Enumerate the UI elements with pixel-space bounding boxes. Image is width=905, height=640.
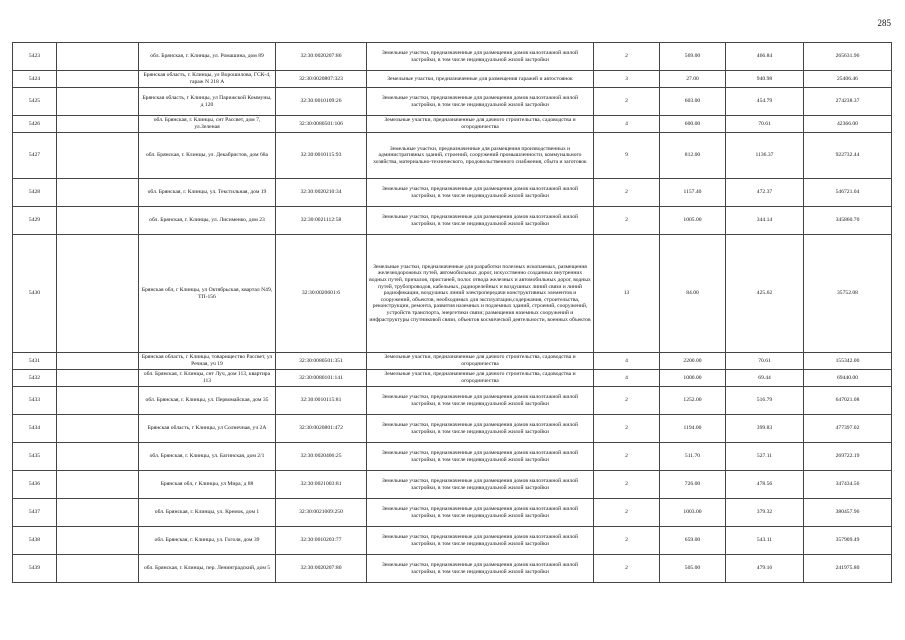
group-number-cell: 2	[594, 527, 660, 555]
area-cell: 505.00	[660, 555, 726, 583]
cadastral-number-cell: 32:30:0021112:58	[276, 207, 367, 235]
cadastral-number-cell: 32:30:0080501:106	[276, 116, 367, 133]
row-id-cell: 5432	[13, 370, 57, 387]
address-cell: обл. Брянская, г. Клинцы, ул. Гоголя, дом 39	[139, 527, 276, 555]
area-cell: 1005.00	[660, 207, 726, 235]
specific-value-cell: 379.32	[726, 499, 804, 527]
row-id-cell: 5439	[13, 555, 57, 583]
cadastral-value-cell: 265631.96	[804, 43, 892, 71]
land-use-cell: Земельные участки, предназначенные для дачного строительства, садоводства и огородничества	[367, 353, 594, 370]
row-id-cell: 5430	[13, 235, 57, 353]
address-cell: Брянская область, г Клинцы, товарищество Рассвет, ул Речная, уч 19	[139, 353, 276, 370]
area-cell: 27.00	[660, 71, 726, 88]
area-cell: 2200.00	[660, 353, 726, 370]
cadastral-value-cell: 35752.08	[804, 235, 892, 353]
address-cell: обл. Брянская, г. Клинцы, ул. Декабристов, дом 68а	[139, 133, 276, 179]
area-cell: 600.00	[660, 116, 726, 133]
land-use-cell: Земельные участки, предназначенные для размещения домов малоэтажной жилой застройки, в том числе индивидуальной жилой застройки	[367, 43, 594, 71]
cadastral-number-cell: 32:30:0020807:323	[276, 71, 367, 88]
land-use-cell: Земельные участки, предназначенные для разработки полезных ископаемых, размещения железнодорожных путей, автомобильных дорог, искусственно созданных внутренних водных путей, причалов, пристаней, полос отвода железных и автомобильных дорог, водных путей, трубопроводов, кабельных, радиорелейных и воздушных линий связи и линий радиофикации, воздушных линий электропередачи конструктивных элементов и сооружений, объектов, необходимых для эксплуатации,содержания, строительства, реконструкции, ремонта, развития наземных и подземных зданий, строений, сооружений, устройств транспорта, энергетики связи; размещения наземных сооружений и инфраструктуры спутниковой связи, объектов космической деятельности, военных объектов	[367, 235, 594, 353]
area-cell: 569.00	[660, 43, 726, 71]
table-row	[13, 133, 892, 179]
table-body	[13, 43, 892, 583]
group-number-cell: 4	[594, 116, 660, 133]
blank-cell	[57, 370, 139, 387]
row-id-cell: 5429	[13, 207, 57, 235]
cadastral-value-cell: 546721.04	[804, 179, 892, 207]
land-use-cell: Земельные участки, предназначенные для размещения домов малоэтажной жилой застройки, в том числе индивидуальной жилой застройки	[367, 88, 594, 116]
land-use-cell: Земельные участки, предназначенные для дачного строительства, садоводства и огородничества	[367, 370, 594, 387]
group-number-cell: 2	[594, 415, 660, 443]
specific-value-cell: 399.83	[726, 415, 804, 443]
cadastral-number-cell: 32:30:0020406:25	[276, 443, 367, 471]
specific-value-cell: 425.62	[726, 235, 804, 353]
blank-cell	[57, 555, 139, 583]
row-id-cell: 5427	[13, 133, 57, 179]
row-id-cell: 5428	[13, 179, 57, 207]
row-id-cell: 5431	[13, 353, 57, 370]
address-cell: обл. Брянская, г. Клинцы, ул. Багинская, дом 2/1	[139, 443, 276, 471]
land-use-cell: Земельные участки, предназначенные для размещения домов малоэтажной жилой застройки, в том числе индивидуальной жилой застройки	[367, 527, 594, 555]
group-number-cell: 2	[594, 499, 660, 527]
area-cell: 511.70	[660, 443, 726, 471]
cadastral-number-cell: 32:30:0020207:86	[276, 43, 367, 71]
cadastral-number-cell: 32:30:0020601:6	[276, 235, 367, 353]
row-id-cell: 5425	[13, 88, 57, 116]
table-row	[13, 443, 892, 471]
cadastral-value-cell: 380457.96	[804, 499, 892, 527]
blank-cell	[57, 415, 139, 443]
blank-cell	[57, 235, 139, 353]
specific-value-cell: 479.16	[726, 555, 804, 583]
area-cell: 659.00	[660, 527, 726, 555]
group-number-cell: 2	[594, 207, 660, 235]
land-use-cell: Земельные участки, предназначенные для размещения домов малоэтажной жилой застройки, в том числе индивидуальной жилой застройки	[367, 499, 594, 527]
specific-value-cell: 516.79	[726, 387, 804, 415]
cadastral-number-cell: 32:30:0080101:141	[276, 370, 367, 387]
table-row	[13, 71, 892, 88]
address-cell: Брянская область, г Клинцы, ул Парижской Коммуны, д 120	[139, 88, 276, 116]
table-row	[13, 370, 892, 387]
group-number-cell: 2	[594, 471, 660, 499]
group-number-cell: 13	[594, 235, 660, 353]
address-cell: обл. Брянская, г. Клинцы, ул. Ромашина, дом 89	[139, 43, 276, 71]
address-cell: обл. Брянская, г. Клинцы, ул. Первомайская, дом 35	[139, 387, 276, 415]
row-id-cell: 5438	[13, 527, 57, 555]
cadastral-value-cell: 477397.02	[804, 415, 892, 443]
area-cell: 726.00	[660, 471, 726, 499]
cadastral-number-cell: 32:30:0020210:34	[276, 179, 367, 207]
table-row	[13, 179, 892, 207]
cadastral-value-table	[12, 42, 892, 583]
address-cell: обл. Брянская, г. Клинцы, снт Луч, дом 113, квартира 113	[139, 370, 276, 387]
cadastral-number-cell: 32:30:0010109:26	[276, 88, 367, 116]
blank-cell	[57, 443, 139, 471]
land-use-cell: Земельные участки, предназначенные для размещения домов малоэтажной жилой застройки, в том числе индивидуальной жилой застройки	[367, 179, 594, 207]
specific-value-cell: 69.44	[726, 370, 804, 387]
row-id-cell: 5435	[13, 443, 57, 471]
row-id-cell: 5424	[13, 71, 57, 88]
group-number-cell: 3	[594, 71, 660, 88]
specific-value-cell: 454.79	[726, 88, 804, 116]
specific-value-cell: 70.61	[726, 353, 804, 370]
land-use-cell: Земельные участки, предназначенные для размещения домов малоэтажной жилой застройки, в том числе индивидуальной жилой застройки	[367, 387, 594, 415]
blank-cell	[57, 353, 139, 370]
area-cell: 1252.00	[660, 387, 726, 415]
blank-cell	[57, 116, 139, 133]
cadastral-number-cell: 32:30:0021003:81	[276, 471, 367, 499]
specific-value-cell: 1136.37	[726, 133, 804, 179]
group-number-cell: 2	[594, 179, 660, 207]
table-row	[13, 116, 892, 133]
cadastral-value-cell: 347434.56	[804, 471, 892, 499]
cadastral-value-cell: 274238.37	[804, 88, 892, 116]
group-number-cell: 2	[594, 88, 660, 116]
area-cell: 603.00	[660, 88, 726, 116]
cadastral-value-cell: 155342.00	[804, 353, 892, 370]
cadastral-value-cell: 69440.00	[804, 370, 892, 387]
blank-cell	[57, 133, 139, 179]
table-row	[13, 471, 892, 499]
address-cell: Брянская обл, г Клинцы, ул Октябрьская, квартал N49, ТП-156	[139, 235, 276, 353]
land-use-cell: Земельные участки, предназначенные для размещения производственных и административных зданий, строений, сооружений промышленности, коммунального хозяйства, материально-технического, продовольственного снабжения, сбыта и заготовок	[367, 133, 594, 179]
area-cell: 84.00	[660, 235, 726, 353]
area-cell: 1000.00	[660, 370, 726, 387]
address-cell: обл. Брянская, г. Клинцы, ул. Лисименко, дом 23	[139, 207, 276, 235]
address-cell: обл. Брянская, г. Клинцы, пер. Ленинградский, дом 5	[139, 555, 276, 583]
blank-cell	[57, 499, 139, 527]
land-use-cell: Земельные участки, предназначенные для дачного строительства, садоводства и огородничества	[367, 116, 594, 133]
address-cell: обл. Брянская, г. Клинцы, снт Рассвет, дом 7, ул.Зеленая	[139, 116, 276, 133]
land-use-cell: Земельные участки, предназначенные для размещения домов малоэтажной жилой застройки, в том числе индивидуальной жилой застройки	[367, 555, 594, 583]
cadastral-value-cell: 241975.80	[804, 555, 892, 583]
table-row	[13, 43, 892, 71]
cadastral-value-cell: 42366.00	[804, 116, 892, 133]
group-number-cell: 4	[594, 353, 660, 370]
land-use-cell: Земельные участки, предназначенные для размещения гаражей и автостоянок	[367, 71, 594, 88]
specific-value-cell: 70.61	[726, 116, 804, 133]
cadastral-number-cell: 32:30:0010203:77	[276, 527, 367, 555]
table-row	[13, 527, 892, 555]
group-number-cell: 2	[594, 555, 660, 583]
row-id-cell: 5426	[13, 116, 57, 133]
table-row	[13, 235, 892, 353]
table-row	[13, 499, 892, 527]
table-row	[13, 88, 892, 116]
group-number-cell: 9	[594, 133, 660, 179]
specific-value-cell: 543.11	[726, 527, 804, 555]
address-cell: обл. Брянская, г. Клинцы, ул. Текстильная, дом 19	[139, 179, 276, 207]
row-id-cell: 5437	[13, 499, 57, 527]
specific-value-cell: 344.14	[726, 207, 804, 235]
specific-value-cell: 527.11	[726, 443, 804, 471]
group-number-cell: 2	[594, 387, 660, 415]
land-use-cell: Земельные участки, предназначенные для размещения домов малоэтажной жилой застройки, в том числе индивидуальной жилой застройки	[367, 471, 594, 499]
table-row	[13, 387, 892, 415]
cadastral-number-cell: 32:30:0021009:250	[276, 499, 367, 527]
cadastral-value-cell: 269722.19	[804, 443, 892, 471]
cadastral-value-cell: 647021.08	[804, 387, 892, 415]
cadastral-number-cell: 32:30:0010115:81	[276, 387, 367, 415]
row-id-cell: 5433	[13, 387, 57, 415]
land-use-cell: Земельные участки, предназначенные для размещения домов малоэтажной жилой застройки, в том числе индивидуальной жилой застройки	[367, 415, 594, 443]
address-cell: Брянская обл, г Клинцы, ул Мира, д 88	[139, 471, 276, 499]
group-number-cell: 4	[594, 370, 660, 387]
group-number-cell: 2	[594, 443, 660, 471]
cadastral-value-cell: 922732.44	[804, 133, 892, 179]
blank-cell	[57, 207, 139, 235]
blank-cell	[57, 88, 139, 116]
land-use-cell: Земельные участки, предназначенные для размещения домов малоэтажной жилой застройки, в том числе индивидуальной жилой застройки	[367, 207, 594, 235]
blank-cell	[57, 387, 139, 415]
blank-cell	[57, 527, 139, 555]
specific-value-cell: 940.98	[726, 71, 804, 88]
specific-value-cell: 466.84	[726, 43, 804, 71]
cadastral-number-cell: 32:30:0020801:472	[276, 415, 367, 443]
area-cell: 1194.00	[660, 415, 726, 443]
cadastral-number-cell: 32:30:0010115:93	[276, 133, 367, 179]
table-row	[13, 415, 892, 443]
address-cell: обл. Брянская, г. Клинцы, ул. Кремок, дом 1	[139, 499, 276, 527]
cadastral-value-cell: 357909.49	[804, 527, 892, 555]
table-row	[13, 207, 892, 235]
blank-cell	[57, 71, 139, 88]
cadastral-value-cell: 25406.46	[804, 71, 892, 88]
group-number-cell: 2	[594, 43, 660, 71]
blank-cell	[57, 471, 139, 499]
area-cell: 1003.00	[660, 499, 726, 527]
specific-value-cell: 478.56	[726, 471, 804, 499]
address-cell: Брянская область, г. Клинцы, ул Ворошилова, ГСК-4, гараж N 218 А	[139, 71, 276, 88]
cadastral-number-cell: 32:30:0020207:80	[276, 555, 367, 583]
area-cell: 812.00	[660, 133, 726, 179]
address-cell: Брянская область, г Клинцы, ул Солнечная, уч 2А	[139, 415, 276, 443]
blank-cell	[57, 179, 139, 207]
table-row	[13, 353, 892, 370]
table-row	[13, 555, 892, 583]
row-id-cell: 5436	[13, 471, 57, 499]
row-id-cell: 5423	[13, 43, 57, 71]
land-use-cell: Земельные участки, предназначенные для размещения домов малоэтажной жилой застройки, в том числе индивидуальной жилой застройки	[367, 443, 594, 471]
area-cell: 1157.40	[660, 179, 726, 207]
row-id-cell: 5434	[13, 415, 57, 443]
specific-value-cell: 472.37	[726, 179, 804, 207]
blank-cell	[57, 43, 139, 71]
page-number: 285	[877, 18, 891, 28]
cadastral-number-cell: 32:30:0080501:351	[276, 353, 367, 370]
cadastral-value-cell: 345860.70	[804, 207, 892, 235]
